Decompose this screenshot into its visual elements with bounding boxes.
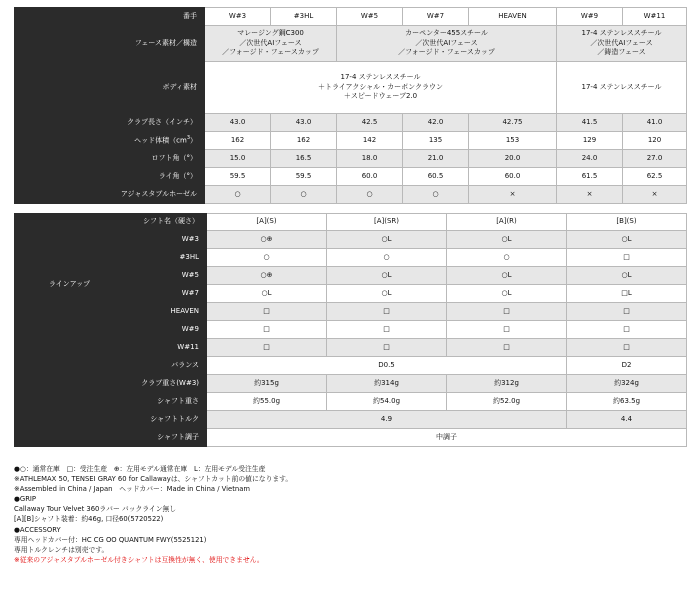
weight-cell: 約315g xyxy=(207,375,327,393)
value-cell: 162 xyxy=(271,132,337,150)
value-cell: 60.0 xyxy=(469,168,557,186)
shaft-table xyxy=(14,213,687,447)
shaft-name-label: シフト名（硬さ） xyxy=(125,214,207,231)
note-warning: ※従来のアジャスタブルホーゼル付きシャフトは互換性が無く、使用できません。 xyxy=(14,555,264,564)
availability-cell: □ xyxy=(447,339,567,357)
torque-label: シャフトトルク xyxy=(15,411,207,429)
row-label-length: クラブ長さ（インチ） xyxy=(15,114,205,132)
value-cell: 142 xyxy=(337,132,403,150)
face-material-group-3: 17-4 ステンレススチール ／次世代AIフェース ／鋳造フェース xyxy=(557,26,687,62)
col-w3: W#3 xyxy=(205,8,271,26)
row-label-body: ボディ素材 xyxy=(15,62,205,114)
col-w9: W#9 xyxy=(557,8,623,26)
value-cell: 60.0 xyxy=(337,168,403,186)
availability-cell: ○L xyxy=(447,231,567,249)
value-cell: ○ xyxy=(403,186,469,204)
value-cell: 153 xyxy=(469,132,557,150)
spec-header-row xyxy=(15,8,687,26)
availability-cell: □ xyxy=(207,303,327,321)
availability-cell: ○ xyxy=(447,249,567,267)
availability-cell: □ xyxy=(567,339,687,357)
value-cell: 41.5 xyxy=(557,114,623,132)
value-cell: 120 xyxy=(623,132,687,150)
lineup-model: W#7 xyxy=(125,285,207,303)
weight-cell: 約52.0g xyxy=(447,393,567,411)
spec-table xyxy=(14,7,687,204)
shaft-weight-row xyxy=(15,393,687,411)
value-cell: 62.5 xyxy=(623,168,687,186)
availability-cell: □ xyxy=(447,303,567,321)
availability-cell: ○L xyxy=(327,267,447,285)
availability-cell: ○L xyxy=(447,285,567,303)
note-grip-spec: [A][B]シャフト装着：約46g, 口径60(5720522) xyxy=(14,515,164,524)
note-origin: ※Assembled in China / Japan ヘッドカバー：Made in China / Vietnam xyxy=(14,485,250,494)
face-material-group-2: カーペンター455スチール ／次世代AIフェース ／フォージド・フェースカップ xyxy=(337,26,557,62)
availability-cell: ○L xyxy=(447,267,567,285)
value-cell: 42.0 xyxy=(403,114,469,132)
adjustable-row xyxy=(15,186,687,204)
kick-value: 中調子 xyxy=(207,429,687,447)
value-cell: × xyxy=(469,186,557,204)
note-shaft-cut: ※ATHLEMAX 50, TENSEI GRAY 60 for Callawayは、シャフトカット前の値になります。 xyxy=(14,475,293,484)
balance-a: D0.5 xyxy=(207,357,567,375)
availability-cell: □ xyxy=(207,339,327,357)
length-row xyxy=(15,114,687,132)
weight-cell: 約312g xyxy=(447,375,567,393)
club-weight-label: クラブ重さ(W#3) xyxy=(15,375,207,393)
value-cell: 61.5 xyxy=(557,168,623,186)
weight-cell: 約324g xyxy=(567,375,687,393)
balance-row xyxy=(15,357,687,375)
value-cell: 43.0 xyxy=(271,114,337,132)
kick-label: シャフト調子 xyxy=(15,429,207,447)
note-wrench: 専用トルクレンチは別売です。 xyxy=(14,545,109,554)
value-cell: 21.0 xyxy=(403,150,469,168)
shaft-col-a-sr: [A](SR) xyxy=(327,214,447,231)
value-cell: 15.0 xyxy=(205,150,271,168)
loft-row xyxy=(15,150,687,168)
value-cell: 59.5 xyxy=(271,168,337,186)
lineup-model: W#11 xyxy=(125,339,207,357)
note-grip-name: Callaway Tour Velvet 360ラバー バックライン無し xyxy=(14,505,177,514)
availability-cell: ○⊕ xyxy=(207,231,327,249)
value-cell: 60.5 xyxy=(403,168,469,186)
availability-cell: □ xyxy=(567,303,687,321)
value-cell: ○ xyxy=(271,186,337,204)
availability-cell: □ xyxy=(207,321,327,339)
availability-cell: ○ xyxy=(207,249,327,267)
shaft-col-a-r: [A](R) xyxy=(447,214,567,231)
volume-row xyxy=(15,132,687,150)
row-label-volume: ヘッド体積$(cm^3)$ xyxy=(15,132,205,150)
value-cell: ○ xyxy=(205,186,271,204)
value-cell: ○ xyxy=(337,186,403,204)
torque-a: 4.9 xyxy=(207,411,567,429)
balance-label: バランス xyxy=(15,357,207,375)
availability-cell: ○L xyxy=(567,267,687,285)
col-w5: W#5 xyxy=(337,8,403,26)
lineup-label: ラインアップ xyxy=(15,214,125,357)
availability-cell: □ xyxy=(567,321,687,339)
availability-cell: □L xyxy=(567,285,687,303)
value-cell: 43.0 xyxy=(205,114,271,132)
row-label-loft: ロフト角（°） xyxy=(15,150,205,168)
torque-row xyxy=(15,411,687,429)
note-accessory-heading: ●ACCESSORY xyxy=(14,525,61,534)
availability-cell: □ xyxy=(327,339,447,357)
note-legend: ●○：通常在庫 □：受注生産 ⊕：左用モデル通常在庫 L：左用モデル受注生産 xyxy=(14,465,266,473)
value-cell: 129 xyxy=(557,132,623,150)
shaft-weight-label: シャフト重さ xyxy=(15,393,207,411)
availability-cell: □ xyxy=(447,321,567,339)
value-cell: × xyxy=(623,186,687,204)
lie-row xyxy=(15,168,687,186)
availability-cell: ○L xyxy=(327,231,447,249)
value-cell: 27.0 xyxy=(623,150,687,168)
value-cell: 18.0 xyxy=(337,150,403,168)
weight-cell: 約54.0g xyxy=(327,393,447,411)
note-grip-heading: ●GRIP xyxy=(14,495,37,504)
col-w7: W#7 xyxy=(403,8,469,26)
availability-cell: ○L xyxy=(327,285,447,303)
kick-row xyxy=(15,429,687,447)
lineup-model: HEAVEN xyxy=(125,303,207,321)
notes-section xyxy=(14,464,686,565)
shaft-col-a-s: [A](S) xyxy=(207,214,327,231)
availability-cell: ○⊕ xyxy=(207,267,327,285)
availability-cell: □ xyxy=(327,321,447,339)
face-row xyxy=(15,26,687,62)
availability-cell: □ xyxy=(327,303,447,321)
availability-cell: ○ xyxy=(327,249,447,267)
value-cell: 42.75 xyxy=(469,114,557,132)
value-cell: 59.5 xyxy=(205,168,271,186)
balance-b: D2 xyxy=(567,357,687,375)
shaft-col-b-s: [B](S) xyxy=(567,214,687,231)
face-material-group-1: マレージング鋼C300 ／次世代AIフェース ／フォージド・フェースカップ xyxy=(205,26,337,62)
value-cell: 162 xyxy=(205,132,271,150)
value-cell: 16.5 xyxy=(271,150,337,168)
body-row xyxy=(15,62,687,114)
shaft-header-row xyxy=(15,214,687,231)
body-material-group-1: 17-4 ステンレススチール ＋トライアクシャル・カーボンクラウン ＋スピードウェーブ2.0 xyxy=(205,62,557,114)
value-cell: 135 xyxy=(403,132,469,150)
availability-cell: ○L xyxy=(207,285,327,303)
weight-cell: 約314g xyxy=(327,375,447,393)
lineup-model: #3HL xyxy=(125,249,207,267)
row-label-adjustable: アジャスタブルホーゼル xyxy=(15,186,205,204)
note-headcover: 専用ヘッドカバー付：HC CG OO QUANTUM FWY(5525121) xyxy=(14,535,207,544)
col-w11: W#11 xyxy=(623,8,687,26)
lineup-model: W#5 xyxy=(125,267,207,285)
club-weight-row xyxy=(15,375,687,393)
weight-cell: 約63.5g xyxy=(567,393,687,411)
lineup-model: W#9 xyxy=(125,321,207,339)
value-cell: 20.0 xyxy=(469,150,557,168)
weight-cell: 約55.0g xyxy=(207,393,327,411)
value-cell: 42.5 xyxy=(337,114,403,132)
row-label-lie: ライ角（°） xyxy=(15,168,205,186)
value-cell: × xyxy=(557,186,623,204)
row-label-face: フェース素材／構造 xyxy=(15,26,205,62)
col-heaven: HEAVEN xyxy=(469,8,557,26)
availability-cell: □ xyxy=(567,249,687,267)
row-label-number: 番手 xyxy=(15,8,205,26)
value-cell: 24.0 xyxy=(557,150,623,168)
value-cell: 41.0 xyxy=(623,114,687,132)
torque-b: 4.4 xyxy=(567,411,687,429)
lineup-model: W#3 xyxy=(125,231,207,249)
availability-cell: ○L xyxy=(567,231,687,249)
col-3hl: #3HL xyxy=(271,8,337,26)
body-material-group-2: 17-4 ステンレススチール xyxy=(557,62,687,114)
